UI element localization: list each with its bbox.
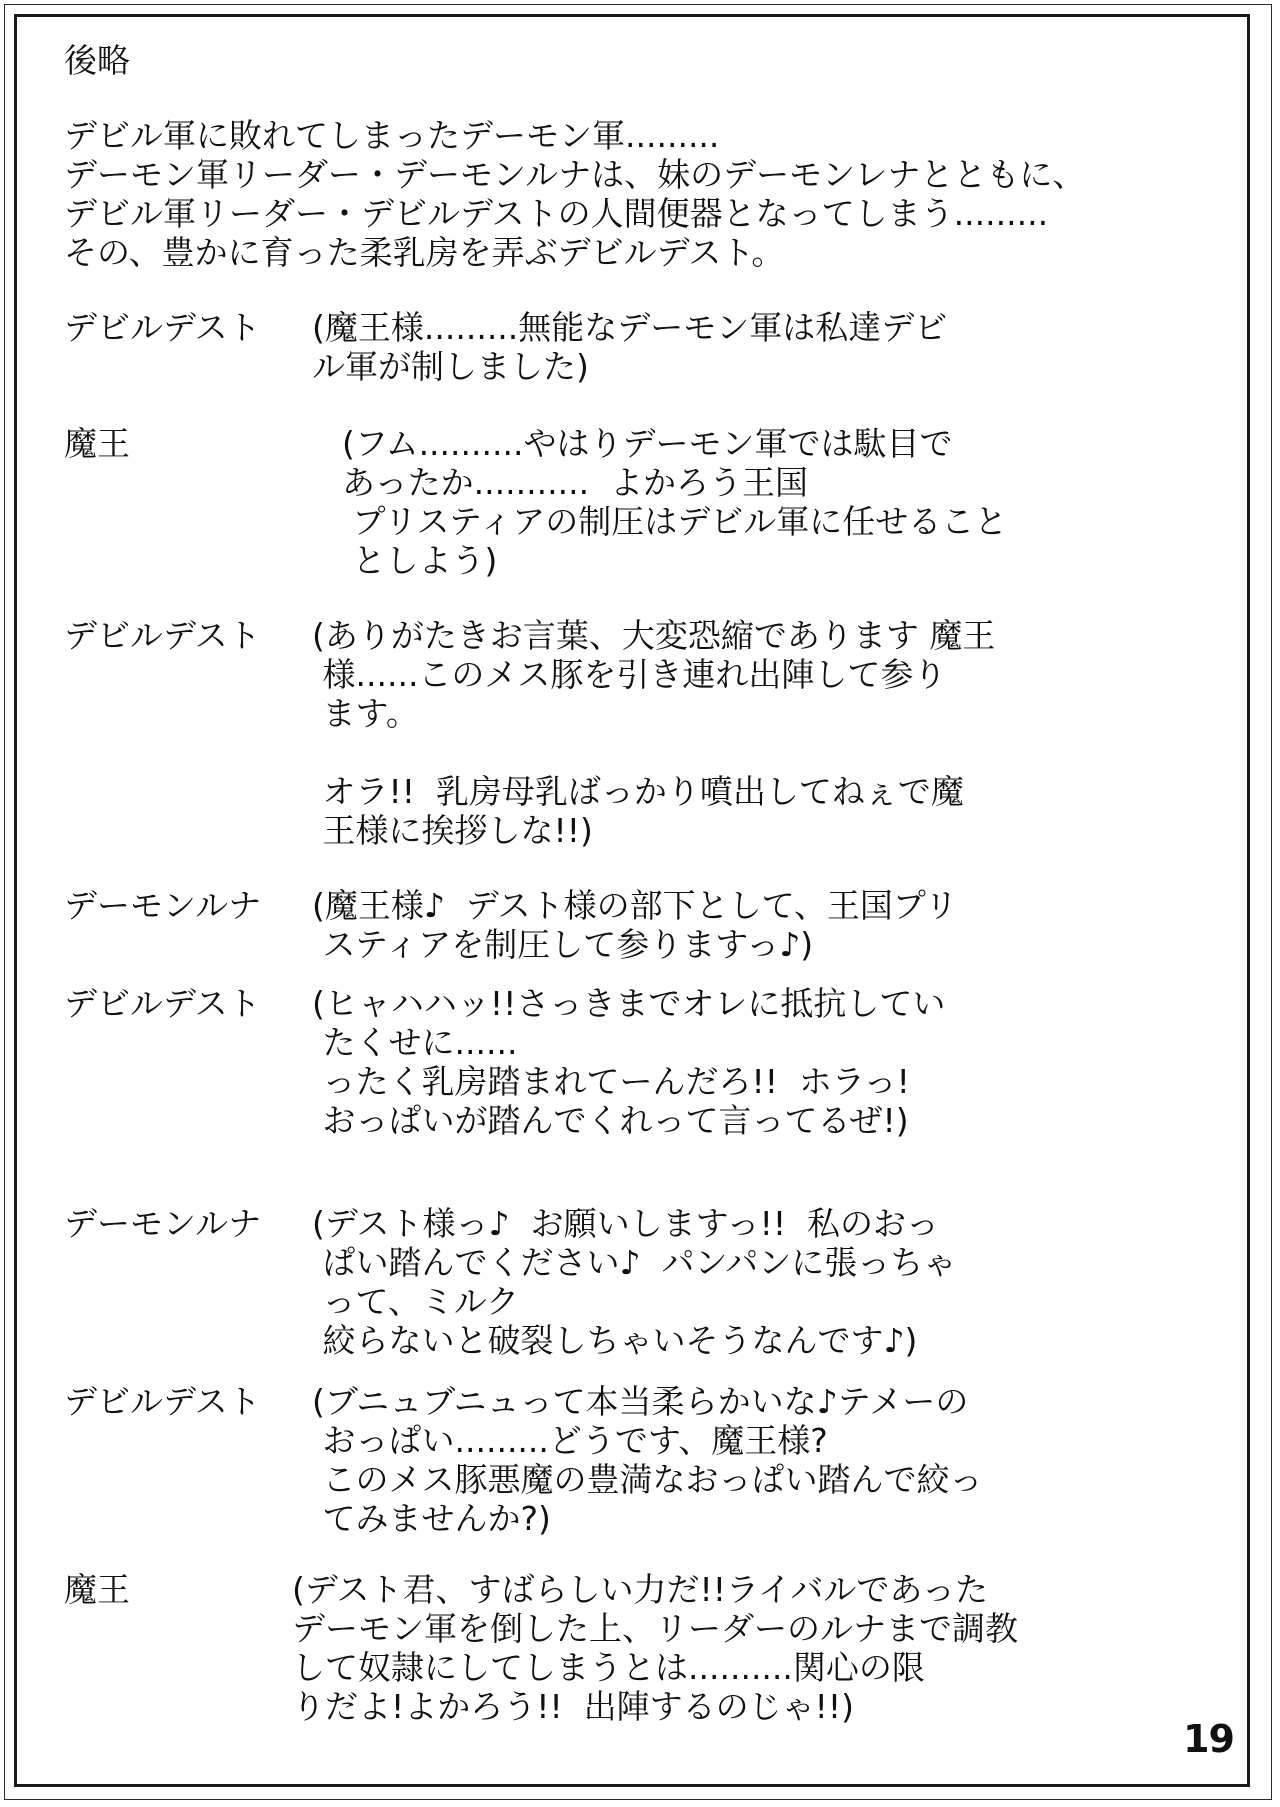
dialogue-entry xyxy=(64,1204,1244,1360)
dialogue-line: あったか........... よかろう王国 xyxy=(342,463,809,502)
dialogue-line: って、ミルク xyxy=(312,1282,520,1321)
intro-line: デビル軍に敗れてしまったデーモン軍......... xyxy=(64,116,720,155)
dialogue-line: (魔王様♪ デスト様の部下として、王国プリ xyxy=(312,886,958,925)
intro-paragraph xyxy=(64,116,1244,272)
dialogue-text xyxy=(342,424,1244,580)
dialogue-line: ル軍が制しました) xyxy=(312,347,589,386)
speaker-name: デーモンルナ xyxy=(64,1204,262,1243)
dialogue-line: (デスト君、すばらしい力だ!!ライバルであった xyxy=(292,1570,989,1609)
dialogue-line: 絞らないと破裂しちゃいそうなんです♪) xyxy=(312,1321,918,1360)
dialogue-line: このメス豚悪魔の豊満なおっぱい踏んで絞っ xyxy=(312,1460,983,1499)
dialogue-line: (ヒャハハッ!!さっきまでオレに抵抗してい xyxy=(312,984,946,1023)
dialogue-line: オラ!! 乳房母乳ばっかり噴出してねぇで魔 xyxy=(312,772,964,811)
dialogue-text xyxy=(312,1204,1244,1360)
speaker-name: 魔王 xyxy=(64,424,130,463)
dialogue-line: おっぱいが踏んでくれって言ってるぜ!) xyxy=(312,1101,909,1140)
speaker-name: デビルデスト xyxy=(64,1382,261,1421)
dialogue-text xyxy=(312,886,1244,964)
dialogue-entry xyxy=(64,424,1244,580)
dialogue-line: プリスティアの制圧はデビル軍に任せること xyxy=(342,502,1008,541)
dialogue-line: 様......このメス豚を引き連れ出陣して参り xyxy=(312,655,947,694)
dialogue-line: (魔王様.........無能なデーモン軍は私達デビ xyxy=(312,308,948,347)
dialogue-line: おっぱい.........どうです、魔王様? xyxy=(312,1421,828,1460)
page-number: 19 xyxy=(1183,1717,1234,1761)
dialogue-text xyxy=(312,1382,1244,1538)
intro-line: デーモン軍リーダー・デーモンルナは、妹のデーモンレナとともに、 xyxy=(64,155,1086,194)
speaker-name: デビルデスト xyxy=(64,308,261,347)
document-body xyxy=(64,38,1244,1726)
dialogue-line: てみませんか?) xyxy=(312,1499,551,1538)
dialogue-line: としよう) xyxy=(342,541,498,580)
dialogue-line: たくせに...... xyxy=(312,1023,518,1062)
dialogue-line: 王様に挨拶しな!!) xyxy=(312,811,593,850)
section-heading: 後略 xyxy=(64,41,130,80)
dialogue-line: (ブニュブニュって本当柔らかいな♪テメーの xyxy=(312,1382,969,1421)
dialogue-text xyxy=(312,984,1244,1140)
speaker-name: 魔王 xyxy=(64,1570,130,1609)
dialogue-line: りだよ!よかろう!! 出陣するのじゃ!!) xyxy=(292,1687,854,1726)
dialogue-entry xyxy=(64,984,1244,1140)
dialogue-entry xyxy=(64,616,1244,850)
intro-line: その、豊かに育った柔乳房を弄ぶデビルデスト。 xyxy=(64,233,785,272)
dialogue-line: デーモン軍を倒した上、リーダーのルナまで調教 xyxy=(292,1609,1018,1648)
speaker-name: デビルデスト xyxy=(64,616,261,655)
dialogue-list xyxy=(64,308,1244,1726)
dialogue-line: (ありがたきお言葉、大変恐縮であります 魔王 xyxy=(312,616,996,655)
dialogue-text xyxy=(312,308,1244,386)
dialogue-entry xyxy=(64,886,1244,964)
dialogue-entry xyxy=(64,1570,1244,1726)
dialogue-entry xyxy=(64,1382,1244,1538)
dialogue-text xyxy=(312,616,1244,850)
dialogue-line xyxy=(312,733,1244,772)
dialogue-line: (フム..........やはりデーモン軍では駄目で xyxy=(342,424,953,463)
speaker-name: デビルデスト xyxy=(64,984,261,1023)
dialogue-line: スティアを制圧して参りますっ♪) xyxy=(312,925,814,964)
dialogue-entry xyxy=(64,308,1244,386)
dialogue-line: ったく乳房踏まれてーんだろ!! ホラっ! xyxy=(312,1062,910,1101)
intro-line: デビル軍リーダー・デビルデストの人間便器となってしまう......... xyxy=(64,194,1049,233)
dialogue-line: ぱい踏んでください♪ パンパンに張っちゃ xyxy=(312,1243,957,1282)
dialogue-line: して奴隷にしてしまうとは..........関心の限 xyxy=(292,1648,925,1687)
dialogue-line: (デスト様っ♪ お願いしますっ!! 私のおっ xyxy=(312,1204,940,1243)
dialogue-text xyxy=(292,1570,1244,1726)
speaker-name: デーモンルナ xyxy=(64,886,262,925)
dialogue-line: ます。 xyxy=(312,694,419,733)
